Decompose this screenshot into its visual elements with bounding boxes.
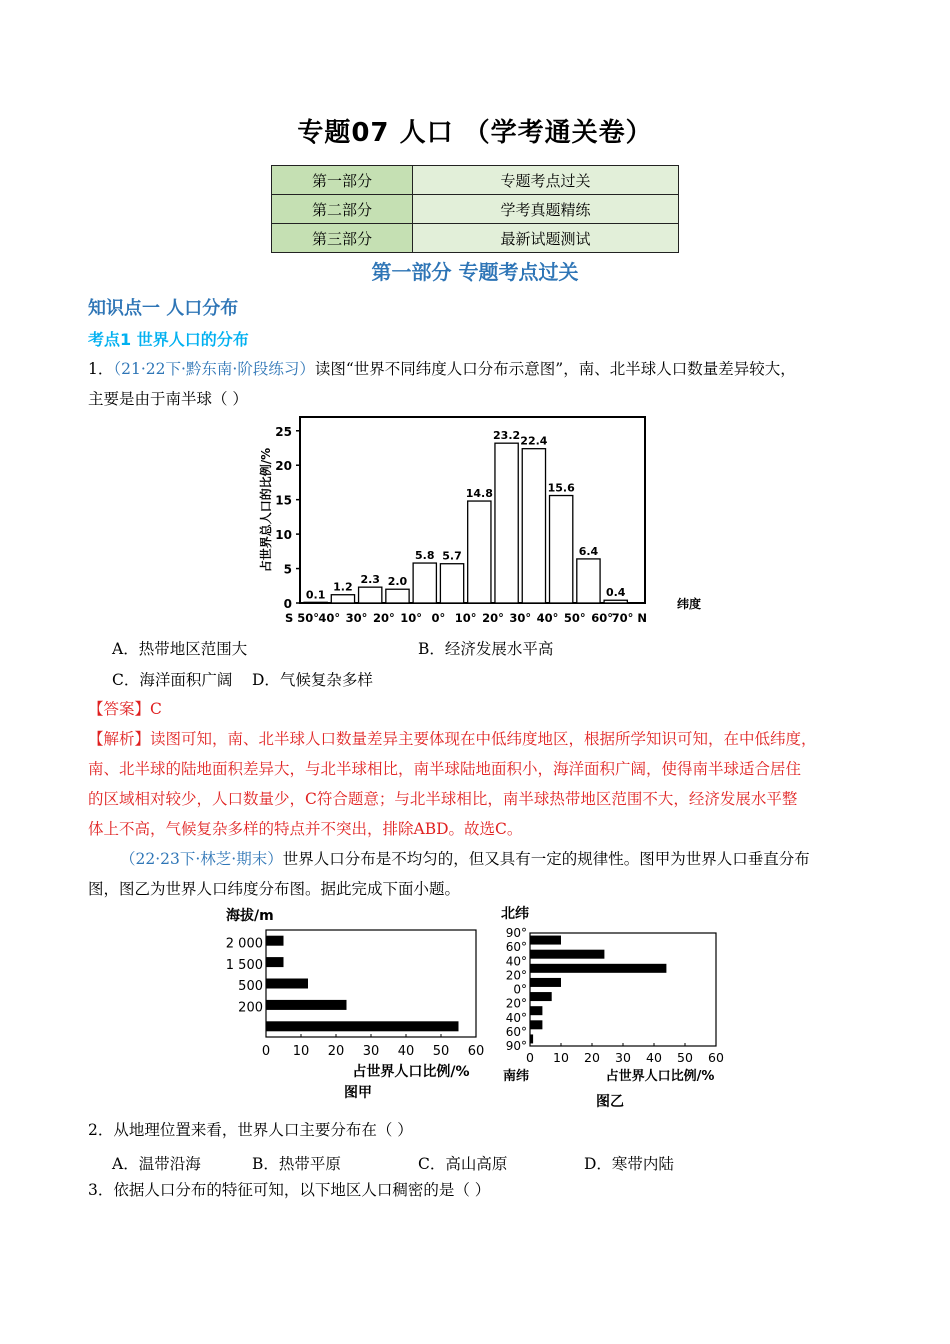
x-tick-label: 40 bbox=[646, 1050, 662, 1065]
y-tick-label: 200 bbox=[238, 1000, 263, 1016]
x-tick-label: 30 bbox=[362, 1044, 380, 1059]
x-tick-label: 70° N bbox=[611, 611, 648, 625]
y-tick-label: 90° bbox=[505, 1039, 527, 1053]
q1-number: 1． bbox=[88, 360, 114, 378]
data-label: 5.8 bbox=[415, 549, 435, 563]
x-tick-label: 50 bbox=[432, 1044, 450, 1059]
bar bbox=[468, 501, 491, 603]
y-tick-label: 2 000 bbox=[225, 936, 263, 952]
bar bbox=[266, 1021, 459, 1031]
y-tick-label: 60° bbox=[505, 940, 527, 955]
data-label: 1.2 bbox=[333, 580, 353, 594]
bar bbox=[495, 443, 518, 603]
q1-source: （21·22下·黔东南·阶段练习） bbox=[113, 360, 315, 378]
x-axis-label: 纬度 bbox=[676, 597, 702, 611]
data-label: 15.6 bbox=[547, 481, 575, 495]
data-label: 0.1 bbox=[305, 588, 326, 602]
toc-part: 第三部分 bbox=[272, 224, 413, 253]
chart-caption: 图甲 bbox=[344, 1085, 372, 1101]
q1-option-d[interactable]: D．气候复杂多样 bbox=[252, 671, 373, 689]
data-label: 6.4 bbox=[578, 544, 599, 558]
bar bbox=[530, 992, 552, 1001]
q3-stem: 3．依据人口分布的特征可知，以下地区人口稠密的是（ ） bbox=[88, 1181, 491, 1199]
bar bbox=[530, 1006, 542, 1015]
bar bbox=[530, 950, 604, 959]
group-text: 世界人口分布是不均匀的，但又具有一定的规律性。图甲为世界人口垂直分布 bbox=[282, 850, 810, 868]
bar bbox=[604, 600, 627, 603]
q2-option-a[interactable]: A．温带沿海 bbox=[112, 1155, 201, 1173]
bar bbox=[266, 957, 284, 967]
latitude-population-chart bbox=[255, 412, 702, 630]
y-tick-label: 15 bbox=[275, 493, 292, 508]
x-tick-label: 60 bbox=[467, 1044, 485, 1059]
y-tick-label: 5 bbox=[283, 562, 292, 577]
toc-name: 专题考点过关 bbox=[413, 166, 679, 195]
x-tick-label: 40° bbox=[318, 611, 341, 625]
q1-answer: 【答案】C bbox=[88, 700, 162, 718]
data-label: 14.8 bbox=[465, 487, 493, 501]
latitude-bar-chart bbox=[495, 900, 735, 1110]
x-tick-label: 60 bbox=[708, 1050, 724, 1065]
toc-row bbox=[272, 224, 679, 253]
q1-option-c[interactable]: C．海洋面积广阔 bbox=[112, 671, 233, 689]
x-tick-label: 40° bbox=[536, 611, 559, 625]
q2-option-d[interactable]: D．寒带内陆 bbox=[584, 1155, 674, 1173]
q2-stem: 2．从地理位置来看，世界人口主要分布在（ ） bbox=[88, 1121, 413, 1139]
bar bbox=[266, 979, 308, 989]
y-tick-label: 20° bbox=[505, 968, 527, 983]
bar bbox=[304, 602, 327, 603]
group-intro-line2: 图，图乙为世界人口纬度分布图。据此完成下面小题。 bbox=[88, 880, 461, 898]
altitude-population-chart bbox=[218, 900, 493, 1110]
toc-part: 第一部分 bbox=[272, 166, 413, 195]
q1-option-a[interactable]: A．热带地区范围大 bbox=[112, 640, 248, 658]
y-tick-label: 90° bbox=[505, 926, 527, 940]
data-label: 23.2 bbox=[493, 429, 521, 443]
y-tick-label: 25 bbox=[275, 424, 292, 439]
part-heading: 第一部分 专题考点过关 bbox=[371, 260, 579, 284]
data-label: 22.4 bbox=[520, 434, 548, 448]
x-tick-label: 50 bbox=[677, 1050, 693, 1065]
x-tick-label: 10 bbox=[553, 1050, 569, 1065]
group-intro-line1 bbox=[120, 844, 810, 874]
y-tick-label: 0 bbox=[283, 597, 292, 611]
bar bbox=[359, 587, 382, 603]
toc-name: 最新试题测试 bbox=[413, 224, 679, 253]
page-title: 专题07 人口 （学考通关卷） bbox=[297, 118, 653, 148]
y-tick-label: 20° bbox=[505, 996, 527, 1011]
bar bbox=[530, 936, 561, 945]
x-tick-label: 20 bbox=[327, 1044, 345, 1059]
y-tick-label: 0° bbox=[513, 982, 527, 997]
x-tick-label: 0 bbox=[261, 1044, 271, 1059]
x-tick-label: 10° bbox=[454, 611, 477, 625]
q2-option-b[interactable]: B．热带平原 bbox=[252, 1155, 341, 1173]
x-tick-label: 30° bbox=[345, 611, 368, 625]
x-tick-label: 40 bbox=[397, 1044, 415, 1059]
toc-name: 学考真题精练 bbox=[413, 195, 679, 224]
bar bbox=[530, 1020, 542, 1029]
data-label: 0.4 bbox=[605, 586, 626, 600]
data-label: 2.3 bbox=[360, 573, 380, 587]
x-tick-label: 10° bbox=[400, 611, 423, 625]
q1-line2: 主要是由于南半球（ ） bbox=[88, 390, 248, 408]
bar bbox=[530, 1034, 533, 1043]
y-tick-label: 40° bbox=[505, 1010, 527, 1025]
x-tick-label: 20° bbox=[482, 611, 504, 625]
bar bbox=[440, 564, 463, 603]
q1-line1 bbox=[88, 354, 796, 384]
bar bbox=[522, 449, 545, 603]
bar bbox=[331, 595, 354, 603]
toc-part: 第二部分 bbox=[272, 195, 413, 224]
y-axis-label-bottom: 南纬 bbox=[503, 1069, 530, 1084]
bar bbox=[413, 563, 436, 603]
data-label: 5.7 bbox=[442, 549, 462, 563]
q1-analysis-line: 南、北半球的陆地面积差异大，与北半球相比，南半球陆地面积小，海洋面积广阔，使得南半球适合居住 bbox=[88, 760, 802, 778]
toc-row bbox=[272, 195, 679, 224]
exam-point-heading: 考点1 世界人口的分布 bbox=[88, 330, 249, 349]
bar bbox=[266, 936, 284, 946]
y-axis-label: 占世界总人口的比例/% bbox=[259, 447, 273, 573]
y-axis-label-top: 北纬 bbox=[501, 906, 529, 922]
q1-analysis-line: 的区域相对较少，人口数量少，C符合题意；与北半球相比，南半球热带地区范围不大，经济发展水平整 bbox=[88, 790, 798, 808]
y-tick-label: 1 500 bbox=[225, 957, 263, 973]
q2-option-c[interactable]: C．高山高原 bbox=[418, 1155, 508, 1173]
x-tick-label: 20 bbox=[584, 1050, 600, 1065]
x-axis-label: 占世界人口比例/% bbox=[352, 1064, 470, 1080]
bar bbox=[530, 964, 666, 973]
q1-option-b[interactable]: B．经济发展水平高 bbox=[418, 640, 554, 658]
q1-analysis-line: 【解析】读图可知，南、北半球人口数量差异主要体现在中低纬度地区，根据所学知识可知，在中低纬度， bbox=[88, 730, 817, 748]
toc-row bbox=[272, 166, 679, 195]
y-tick-label: 10 bbox=[275, 528, 292, 543]
bar bbox=[550, 496, 573, 603]
group-source: （22·23下·林芝·期末） bbox=[120, 850, 283, 868]
toc-table bbox=[271, 165, 679, 253]
x-tick-label: S 50° bbox=[284, 611, 320, 625]
x-tick-label: 50° bbox=[563, 611, 586, 625]
x-axis-label: 占世界人口比例/% bbox=[605, 1069, 715, 1084]
x-tick-label: 20° bbox=[372, 611, 395, 625]
x-tick-label: 30 bbox=[615, 1050, 631, 1065]
y-tick-label: 500 bbox=[238, 979, 263, 995]
bar bbox=[266, 1000, 347, 1010]
knowledge-point-heading: 知识点一 人口分布 bbox=[88, 298, 239, 319]
x-tick-label: 0 bbox=[526, 1050, 534, 1065]
chart-caption: 图乙 bbox=[596, 1094, 624, 1110]
q1-text: 读图“世界不同纬度人口分布示意图”，南、北半球人口数量差异较大， bbox=[314, 360, 796, 378]
y-axis-label: 海拔/m bbox=[226, 908, 274, 924]
bar bbox=[386, 589, 409, 603]
x-tick-label: 30° bbox=[509, 611, 532, 625]
bar bbox=[530, 978, 561, 987]
x-tick-label: 0° bbox=[431, 611, 446, 625]
y-tick-label: 40° bbox=[505, 954, 527, 969]
x-tick-label: 10 bbox=[292, 1044, 310, 1059]
y-tick-label: 20 bbox=[275, 459, 292, 474]
q1-analysis-line: 体上不高，气候复杂多样的特点并不突出，排除ABD。故选C。 bbox=[88, 820, 523, 838]
y-tick-label: 60° bbox=[505, 1024, 527, 1039]
data-label: 2.0 bbox=[387, 575, 408, 589]
bar bbox=[577, 559, 600, 603]
x-tick-label: 60° bbox=[591, 611, 613, 625]
